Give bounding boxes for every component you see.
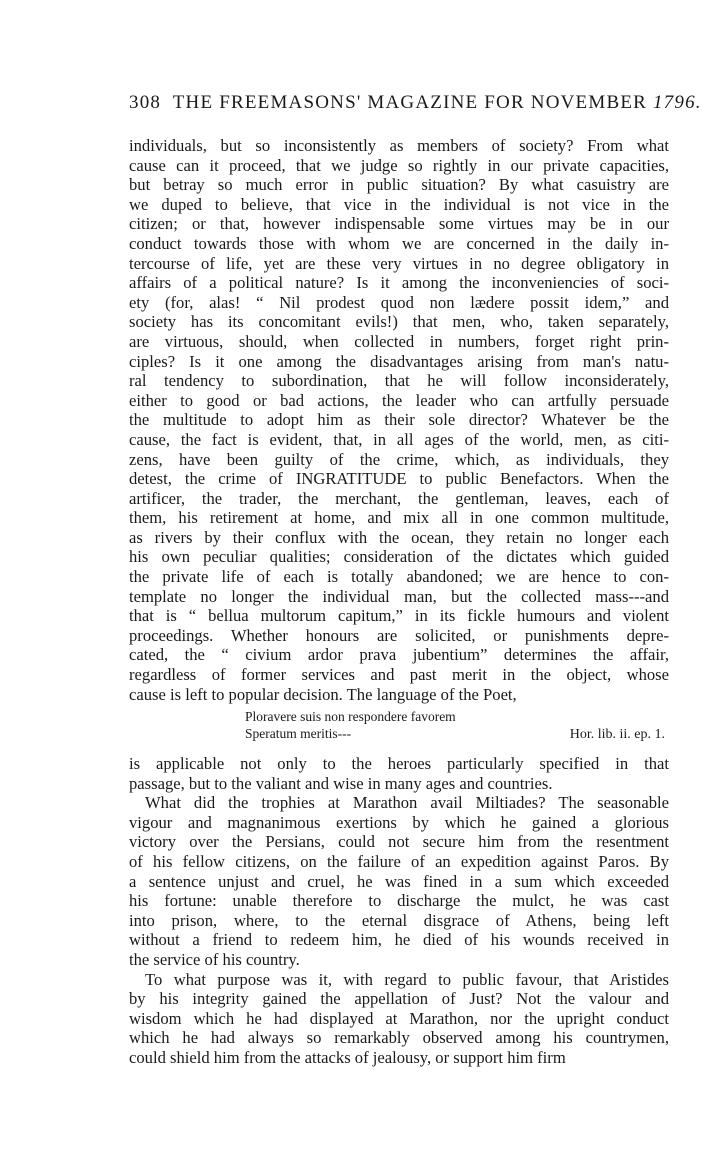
running-year: 1796. <box>652 92 702 113</box>
paragraph-1-line: artificer, the trader, the merchant, the gentleman, leaves, each of <box>129 488 669 508</box>
poet-quotation <box>245 708 669 742</box>
paragraph-3-line: the service of his country. <box>129 949 300 969</box>
paragraph-1-line: either to good or bad actions, the leader who can artfully persuade <box>129 390 669 410</box>
paragraph-1-line: detest, the crime of INGRATITUDE to public Benefactors. When the <box>129 469 669 489</box>
paragraph-1-line: ral tendency to subordination, that he will follow inconsiderately, <box>129 371 669 391</box>
paragraph-1-line: regardless of former services and past merit in the object, whose <box>129 665 669 685</box>
paragraph-1-line: the multitude to adopt him as their sole director? Whatever be the <box>129 410 669 430</box>
page-number: 308 <box>129 92 162 113</box>
paragraph-3-line: of his fellow citizens, on the failure of an expedition against Paros. By <box>129 851 669 871</box>
quote-line-1: Ploravere suis non respondere favorem <box>245 709 456 724</box>
paragraph-1-line: template no longer the individual man, but the collected mass---and <box>129 586 669 606</box>
paragraph-1 <box>129 136 669 704</box>
paragraph-1-line: citizen; or that, however indispensable some virtues may be in our <box>129 214 669 234</box>
paragraph-3-line: his fortune: unable therefore to discharge the mulct, he was cast <box>129 891 669 911</box>
paragraph-1-line: we duped to believe, that vice in the individual is not vice in the <box>129 194 669 214</box>
paragraph-1-line: that is “ bellua multorum capitum,” in its fickle humours and violent <box>129 606 669 626</box>
paragraph-1-line: cause is left to popular decision. The language of the Poet, <box>129 684 517 704</box>
quote-line-2: Speratum meritis--- <box>245 726 352 741</box>
quote-citation: Hor. lib. ii. ep. 1. <box>569 727 665 742</box>
paragraph-1-line: ciples? Is it one among the disadvantages arising from man's natu- <box>129 351 669 371</box>
paragraph-4-line: which he had always so remarkably observed among his countrymen, <box>129 1028 669 1048</box>
paragraph-1-line: but betray so much error in public situation? By what casuistry are <box>129 175 669 195</box>
paragraph-4-line: could shield him from the attacks of jealousy, or support him firm <box>129 1047 566 1067</box>
paragraph-4-line: To what purpose was it, with regard to public favour, that Aristides <box>145 969 669 989</box>
paragraph-3-line: a sentence unjust and cruel, he was fined in a sum which exceeded <box>129 871 669 891</box>
paragraph-1-line: cause, the fact is evident, that, in all ages of the world, men, as citi- <box>129 429 669 449</box>
paragraph-1-line: the private life of each is totally abandoned; we are hence to con- <box>129 567 669 587</box>
paragraph-1-line: society has its concomitant evils!) that men, who, taken separately, <box>129 312 669 332</box>
paragraph-2-line: passage, but to the valiant and wise in many ages and countries. <box>129 773 553 793</box>
paragraph-3-line: victory over the Persians, could not secure him from the resentment <box>129 832 669 852</box>
paragraph-1-line: as rivers by their conflux with the ocean, they retain no longer each <box>129 527 669 547</box>
paragraph-3-line: vigour and magnanimous exertions by which he gained a glorious <box>129 812 669 832</box>
paragraph-4-line: wisdom which he had displayed at Marathon, nor the upright conduct <box>129 1008 669 1028</box>
paragraph-1-line: his own peculiar qualities; consideration of the dictates which guided <box>129 547 669 567</box>
paragraph-1-line: are virtuous, should, when collected in numbers, forget right prin- <box>129 331 669 351</box>
paragraph-3-line: What did the trophies at Marathon avail Miltiades? The seasonable <box>145 793 669 813</box>
paragraph-1-line: zens, have been guilty of the crime, which, as individuals, they <box>129 449 669 469</box>
paragraph-1-line: conduct towards those with whom we are concerned in the daily in- <box>129 233 669 253</box>
paragraph-1-line: ety (for, alas! “ Nil prodest quod non lædere possit idem,” and <box>129 292 669 312</box>
paragraph-1-line: them, his retirement at home, and mix all in one common multitude, <box>129 508 669 528</box>
running-header <box>129 92 702 114</box>
paragraph-3-line: into prison, where, to the eternal disgrace of Athens, being left <box>129 910 669 930</box>
paragraph-1-line: proceedings. Whether honours are solicited, or punishments depre- <box>129 625 669 645</box>
paragraph-1-line: cause can it proceed, that we judge so rightly in our private capacities, <box>129 155 669 175</box>
paragraph-1-line: affairs of a political nature? Is it among the inconveniencies of soci- <box>129 273 669 293</box>
paragraph-1-line: individuals, but so inconsistently as members of society? From what <box>129 136 669 155</box>
paragraph-2-line: is applicable not only to the heroes particularly specified in that <box>129 754 669 773</box>
body-continuation <box>129 754 669 1068</box>
paragraph-4-line: by his integrity gained the appellation of Just? Not the valour and <box>129 989 669 1009</box>
running-title: THE FREEMASONS' MAGAZINE FOR NOVEMBER <box>172 92 648 113</box>
paragraph-1-line: tercourse of life, yet are these very virtues in no degree obligatory in <box>129 253 669 273</box>
paragraph-3-line: without a friend to redeem him, he died of his wounds received in <box>129 930 669 950</box>
paragraph-1-line: cated, the “ civium ardor prava jubentium” determines the affair, <box>129 645 669 665</box>
